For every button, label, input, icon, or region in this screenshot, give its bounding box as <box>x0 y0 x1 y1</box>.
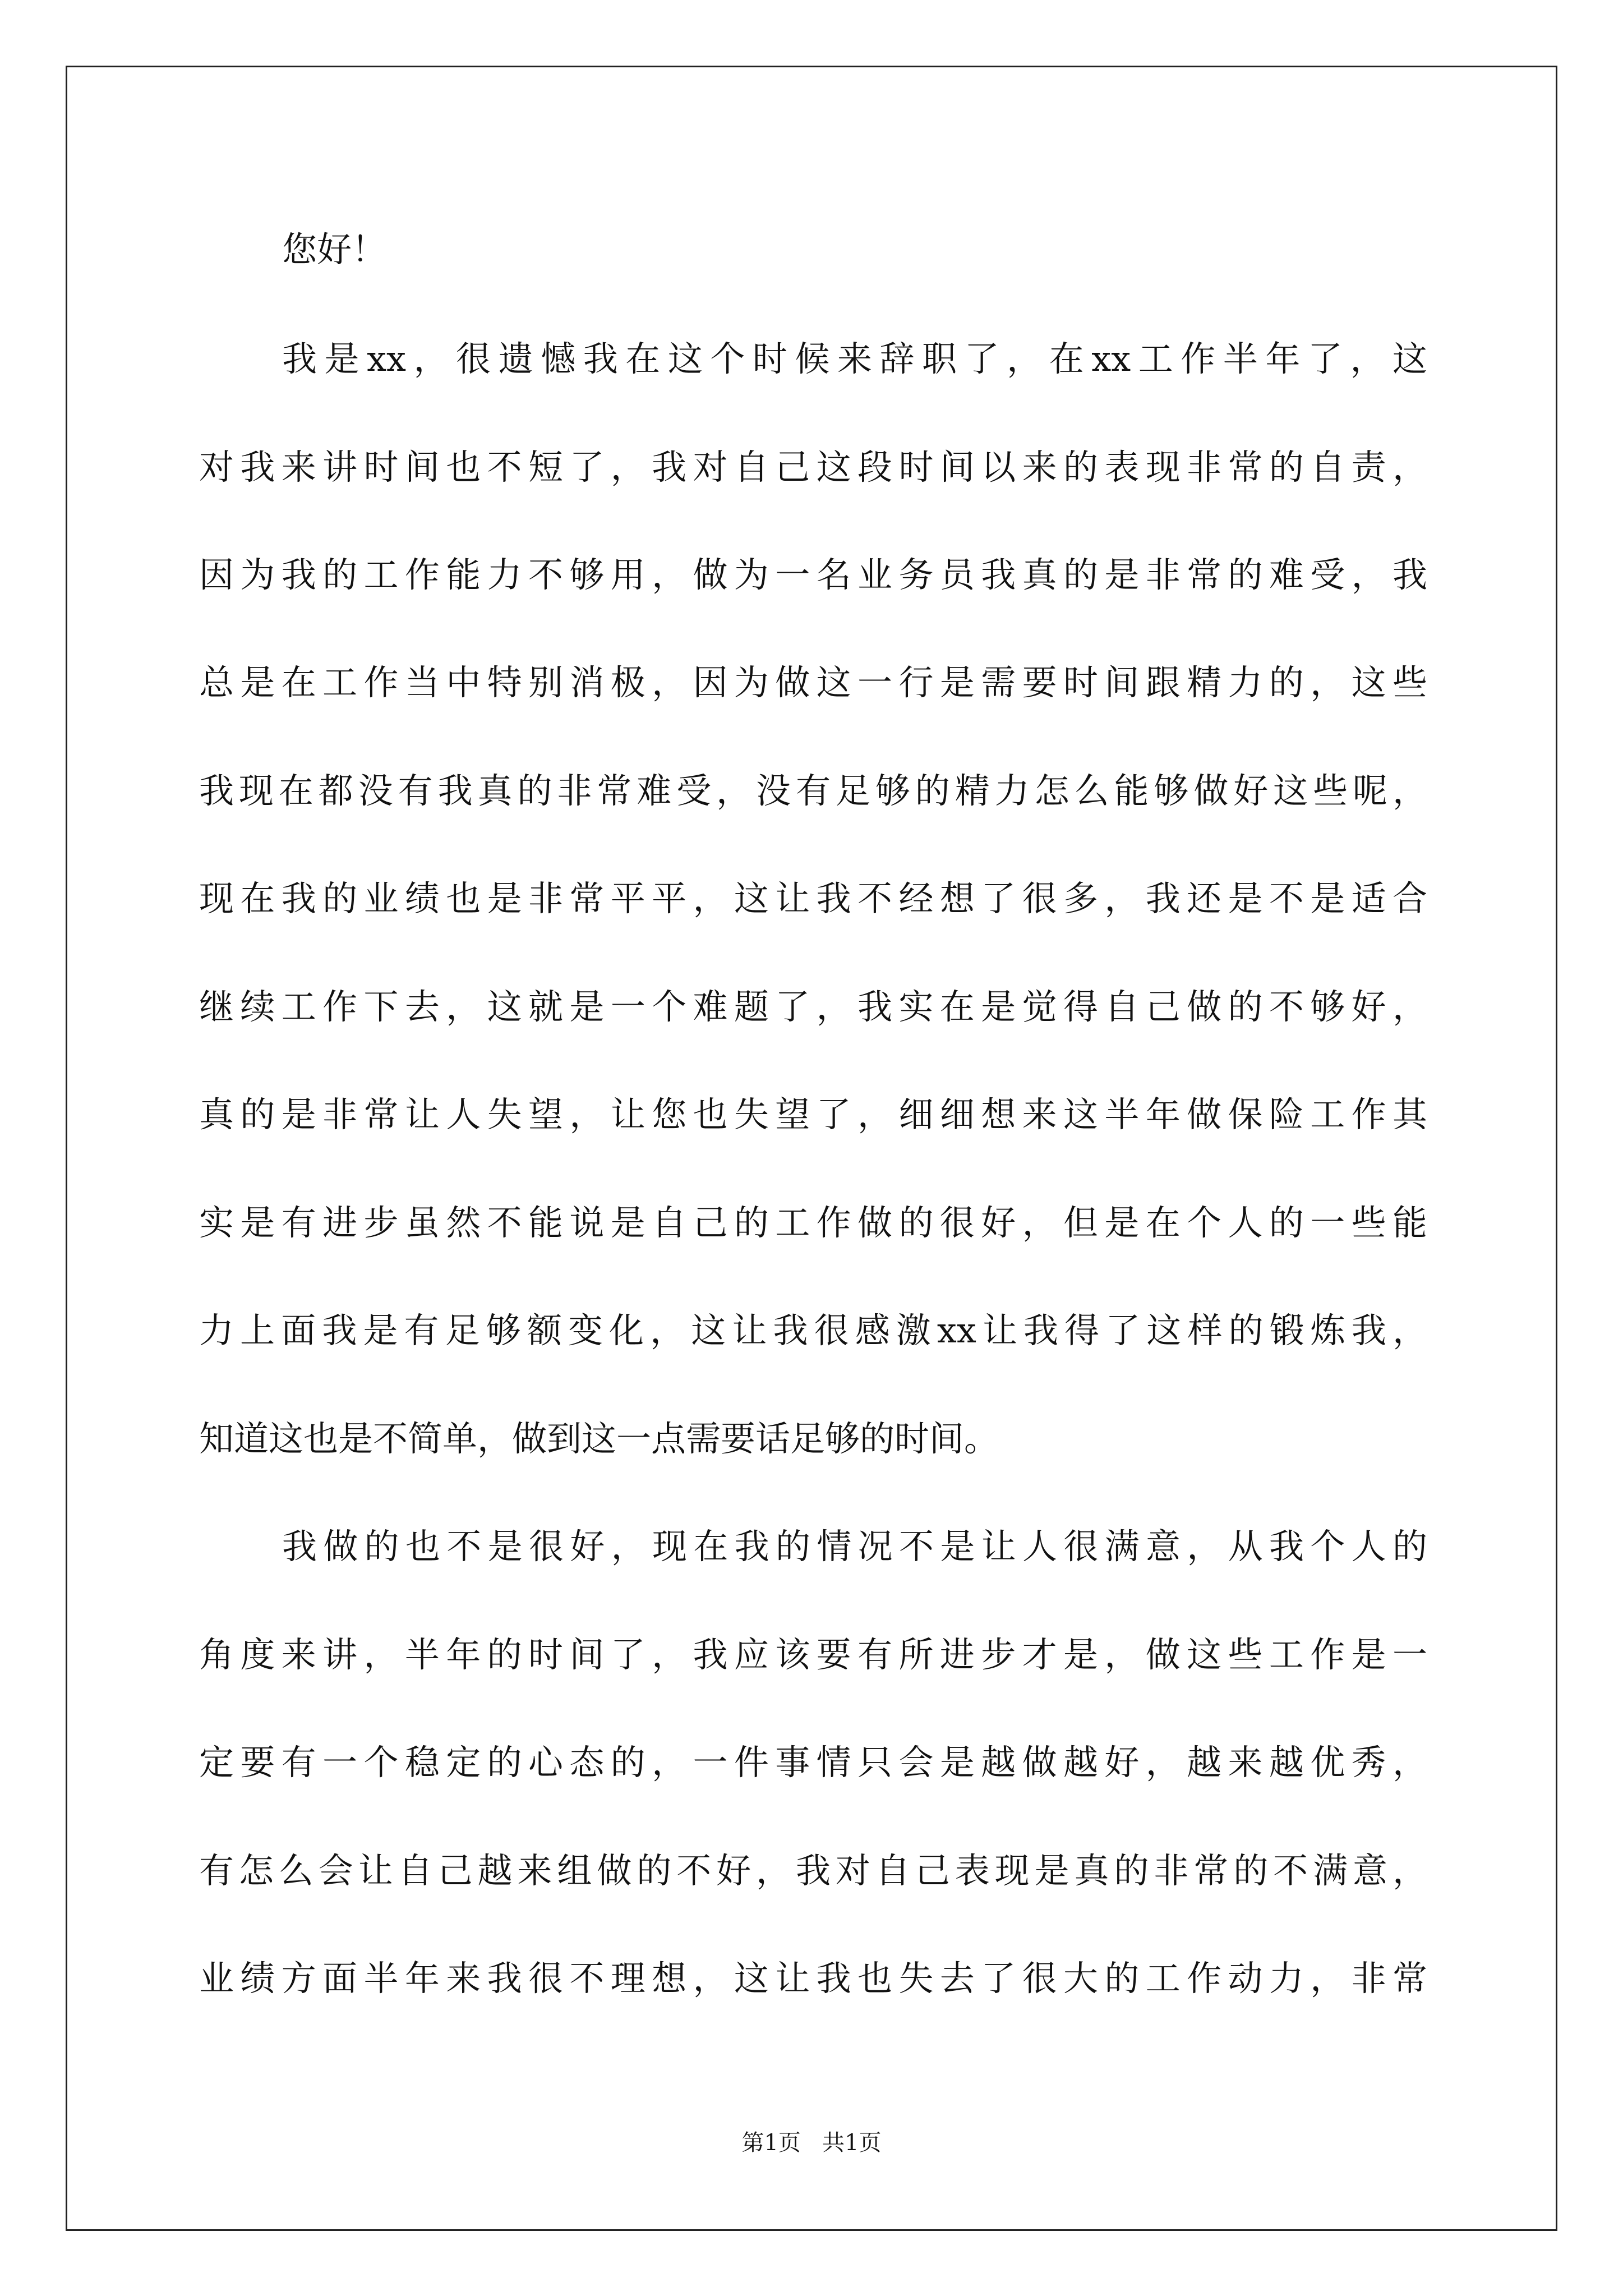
paragraph-2-line-1: 我做的也不是很好，现在我的情况不是让人很满意，从我个人的 <box>282 1526 1427 1567</box>
page-border <box>66 66 1557 2231</box>
paragraph-1-line-5: 我现在都没有我真的非常难受，没有足够的精力怎么能够做好这些呢， <box>199 770 1427 811</box>
paragraph-1-line-10: 力上面我是有足够额变化，这让我很感激xx让我得了这样的锻炼我， <box>199 1310 1427 1351</box>
paragraph-1-line-8: 真的是非常让人失望，让您也失望了，细细想来这半年做保险工作其 <box>199 1094 1427 1135</box>
page-footer: 第1页 共1页 <box>741 2130 882 2156</box>
paragraph-1-line-4: 总是在工作当中特别消极，因为做这一行是需要时间跟精力的，这些 <box>199 662 1427 703</box>
paragraph-1-line-11: 知道这也是不简单，做到这一点需要话足够的时间。 <box>199 1418 999 1459</box>
paragraph-2-line-3: 定要有一个稳定的心态的，一件事情只会是越做越好，越来越优秀， <box>199 1742 1427 1783</box>
paragraph-2-line-5: 业绩方面半年来我很不理想，这让我也失去了很大的工作动力，非常 <box>199 1958 1427 1999</box>
greeting: 您好！ <box>282 229 387 270</box>
paragraph-2-line-4: 有怎么会让自己越来组做的不好，我对自己表现是真的非常的不满意， <box>199 1850 1427 1891</box>
paragraph-1-line-9: 实是有进步虽然不能说是自己的工作做的很好，但是在个人的一些能 <box>199 1202 1427 1243</box>
paragraph-1-line-7: 继续工作下去，这就是一个难题了，我实在是觉得自己做的不够好， <box>199 986 1427 1027</box>
paragraph-1-line-6: 现在我的业绩也是非常平平，这让我不经想了很多，我还是不是适合 <box>199 878 1427 919</box>
paragraph-1-line-3: 因为我的工作能力不够用，做为一名业务员我真的是非常的难受，我 <box>199 554 1427 595</box>
paragraph-2-line-2: 角度来讲，半年的时间了，我应该要有所进步才是，做这些工作是一 <box>199 1634 1427 1675</box>
paragraph-1-line-2: 对我来讲时间也不短了，我对自己这段时间以来的表现非常的自责， <box>199 447 1427 487</box>
paragraph-1-line-1: 我是xx，很遗憾我在这个时候来辞职了，在xx工作半年了，这 <box>282 338 1427 379</box>
